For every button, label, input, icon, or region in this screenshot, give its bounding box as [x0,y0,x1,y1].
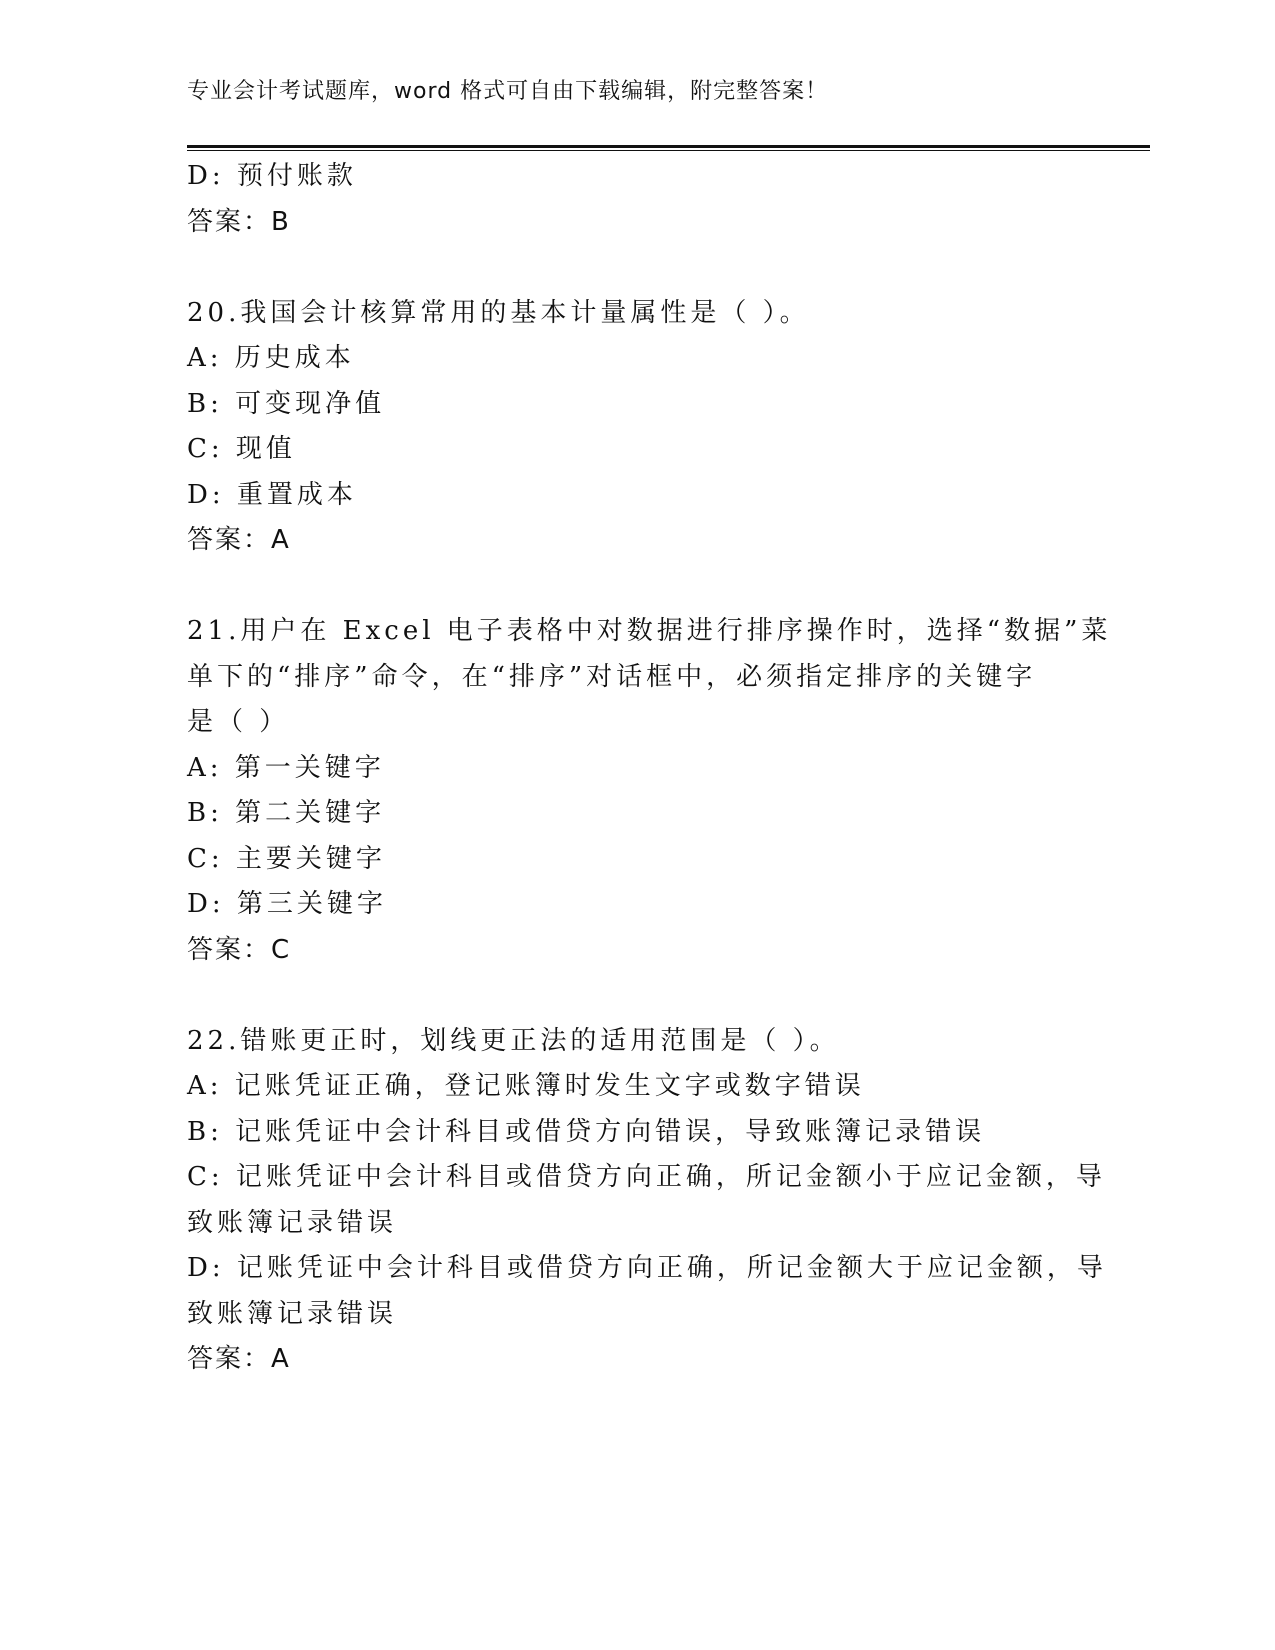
question-20-answer: 答案：A [187,525,291,555]
prev-option-d: D: 预付账款 [187,161,357,191]
question-21-option-c: C: 主要关键字 [187,843,386,874]
question-21 [187,609,1112,973]
question-22-option-d-line2: 致账簿记录错误 [187,1298,398,1329]
question-21-option-a: A: 第一关键字 [187,752,385,783]
question-22-option-b: B: 记账凭证中会计科目或借贷方向错误，导致账簿记录错误 [187,1116,986,1147]
question-content [187,154,1112,1383]
question-21-stem-line1: 21.用户在 Excel 电子表格中对数据进行排序操作时，选择“数据”菜 [187,616,1112,646]
question-22-stem: 22.错账更正时，划线更正法的适用范围是（ ）。 [187,1025,840,1056]
spacer [187,564,1087,610]
spacer [187,245,1087,291]
question-21-option-b: B: 第二关键字 [187,798,386,828]
question-20 [187,291,1087,564]
question-20-stem: 20.我国会计核算常用的基本计量属性是（ ）。 [187,297,810,328]
header-rule-thick [187,145,1150,148]
question-21-option-d: D: 第三关键字 [187,889,387,919]
question-20-option-c: C: 现值 [187,434,296,464]
question-20-option-a: A: 历史成本 [187,343,355,373]
question-22-option-a: A: 记账凭证正确，登记账簿时发生文字或数字错误 [187,1071,865,1101]
prev-answer: 答案：B [187,206,291,237]
question-21-stem-line2: 单下的“排序”命令，在“排序”对话框中，必须指定排序的关键字 [187,661,1037,692]
page-header: 专业会计考试题库，word 格式可自由下载编辑，附完整答案！ [187,79,829,104]
question-22-option-d-line1: D: 记账凭证中会计科目或借贷方向正确，所记金额大于应记金额，导 [187,1253,1107,1283]
question-22 [187,1019,1107,1383]
question-21-stem-line3: 是（ ） [187,707,290,737]
question-22-option-c-line2: 致账簿记录错误 [187,1207,398,1238]
header-rule-thin [187,150,1150,151]
question-22-option-c-line1: C: 记账凭证中会计科目或借贷方向正确，所记金额小于应记金额，导 [187,1162,1106,1192]
spacer [187,973,1087,1019]
question-22-answer: 答案：A [187,1344,291,1374]
question-21-answer: 答案：C [187,934,292,965]
question-20-option-d: D: 重置成本 [187,479,357,510]
question-20-option-b: B: 可变现净值 [187,388,386,419]
